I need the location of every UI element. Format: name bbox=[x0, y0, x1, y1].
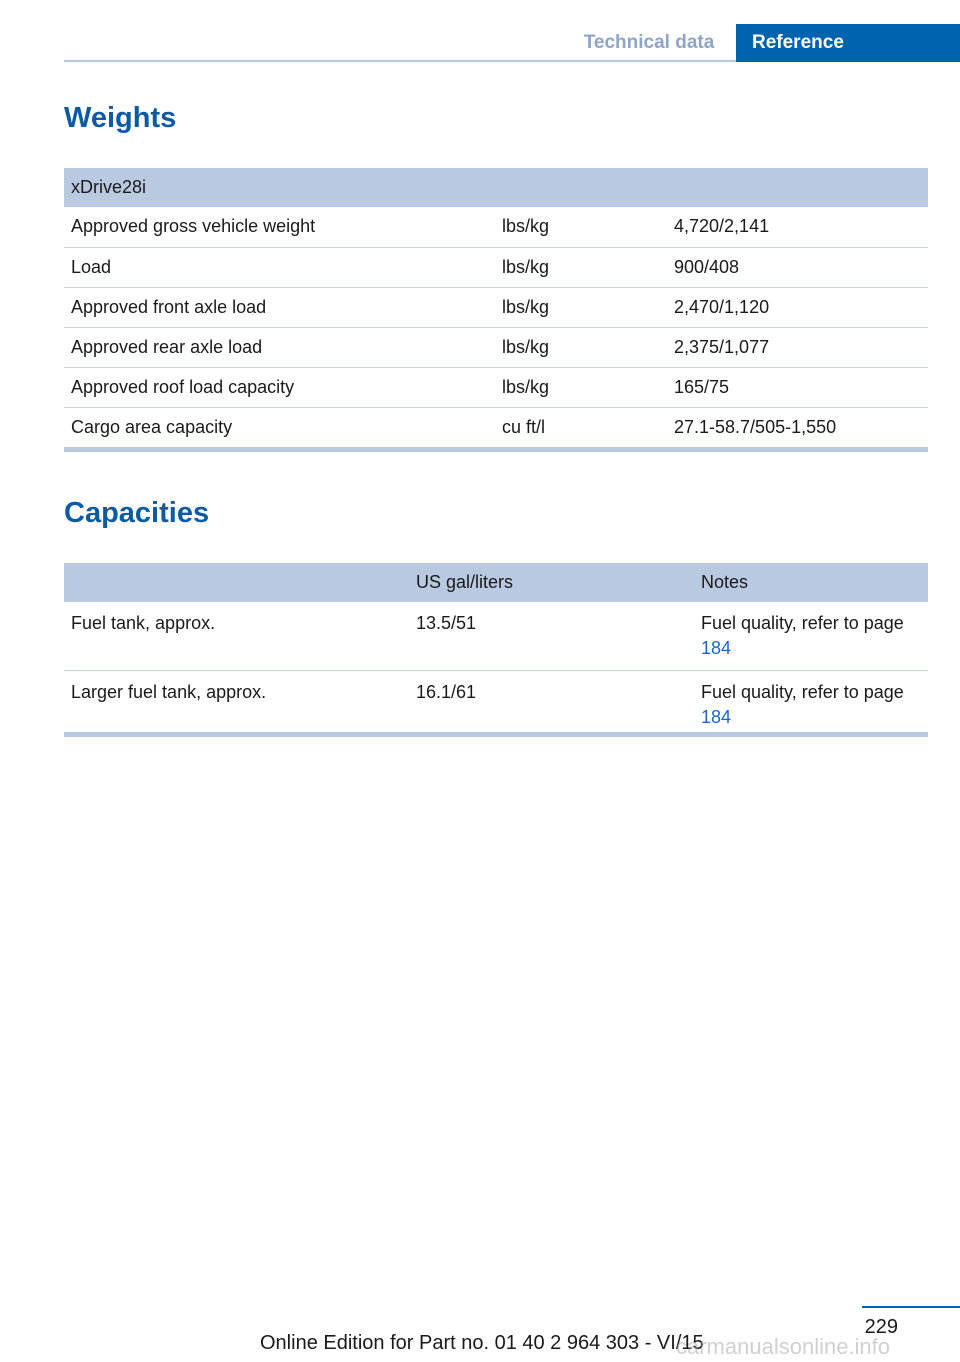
table-row bbox=[64, 207, 928, 247]
page-reference-link[interactable]: 184 bbox=[701, 707, 732, 727]
capacity-note-text: Fuel quality, refer to page bbox=[701, 682, 904, 702]
watermark: carmanualsonline.info bbox=[676, 1334, 891, 1359]
weight-label: Approved rear axle load bbox=[71, 336, 263, 357]
footer-rule bbox=[862, 1306, 960, 1308]
weight-unit: lbs/kg bbox=[502, 296, 550, 317]
weight-label: Approved gross vehicle weight bbox=[71, 216, 316, 237]
weight-value: 2,375/1,077 bbox=[674, 336, 770, 357]
capacities-table bbox=[64, 563, 928, 739]
footer-edition-text: Online Edition for Part no. 01 40 2 964 303 - VI/15 bbox=[260, 1332, 704, 1354]
capacities-title: Capacities bbox=[64, 497, 210, 529]
capacity-note bbox=[694, 602, 928, 671]
table-row bbox=[64, 327, 928, 367]
capacity-label: Larger fuel tank, approx. bbox=[71, 682, 267, 702]
capacity-note-text: Fuel quality, refer to page bbox=[701, 613, 904, 633]
capacities-header-notes: Notes bbox=[701, 572, 749, 592]
table-row bbox=[64, 247, 928, 287]
table-row bbox=[64, 407, 928, 447]
weight-value: 165/75 bbox=[674, 376, 730, 397]
weight-label: Load bbox=[71, 256, 112, 277]
table-row bbox=[64, 287, 928, 327]
table-row bbox=[64, 602, 928, 671]
weight-value: 900/408 bbox=[674, 256, 740, 277]
weight-unit: lbs/kg bbox=[502, 376, 550, 397]
weight-unit: lbs/kg bbox=[502, 336, 550, 357]
weight-value: 4,720/2,141 bbox=[674, 216, 770, 237]
table-row bbox=[64, 671, 928, 740]
weight-unit: lbs/kg bbox=[502, 256, 550, 277]
weights-table bbox=[64, 168, 928, 447]
capacity-label: Fuel tank, approx. bbox=[71, 613, 216, 633]
weights-table-end-rule bbox=[64, 447, 928, 452]
weights-header-row bbox=[64, 168, 928, 207]
weights-title: Weights bbox=[64, 102, 177, 134]
weight-label: Approved front axle load bbox=[71, 296, 267, 317]
weight-unit: lbs/kg bbox=[502, 216, 550, 237]
weight-value: 27.1-58.7/505-1,550 bbox=[674, 416, 837, 437]
header-tab-reference[interactable]: Reference bbox=[736, 24, 960, 62]
weight-label: Approved roof load capacity bbox=[71, 376, 295, 397]
weight-label: Cargo area capacity bbox=[71, 416, 233, 437]
capacities-table-end-rule bbox=[64, 732, 928, 737]
capacity-note bbox=[694, 671, 928, 740]
table-row bbox=[64, 367, 928, 407]
page-number: 229 bbox=[864, 1316, 898, 1338]
weights-model-heading: xDrive28i bbox=[71, 177, 147, 197]
capacity-value: 16.1/61 bbox=[416, 682, 477, 702]
capacities-header-row bbox=[64, 563, 928, 602]
weight-unit: cu ft/l bbox=[502, 416, 546, 437]
weight-value: 2,470/1,120 bbox=[674, 296, 770, 317]
capacity-value: 13.5/51 bbox=[416, 613, 477, 633]
header-tab-technical-data[interactable]: Technical data bbox=[583, 32, 715, 53]
capacities-header-empty bbox=[64, 563, 409, 602]
page-reference-link[interactable]: 184 bbox=[701, 638, 732, 658]
capacities-header-units: US gal/liters bbox=[416, 572, 514, 592]
